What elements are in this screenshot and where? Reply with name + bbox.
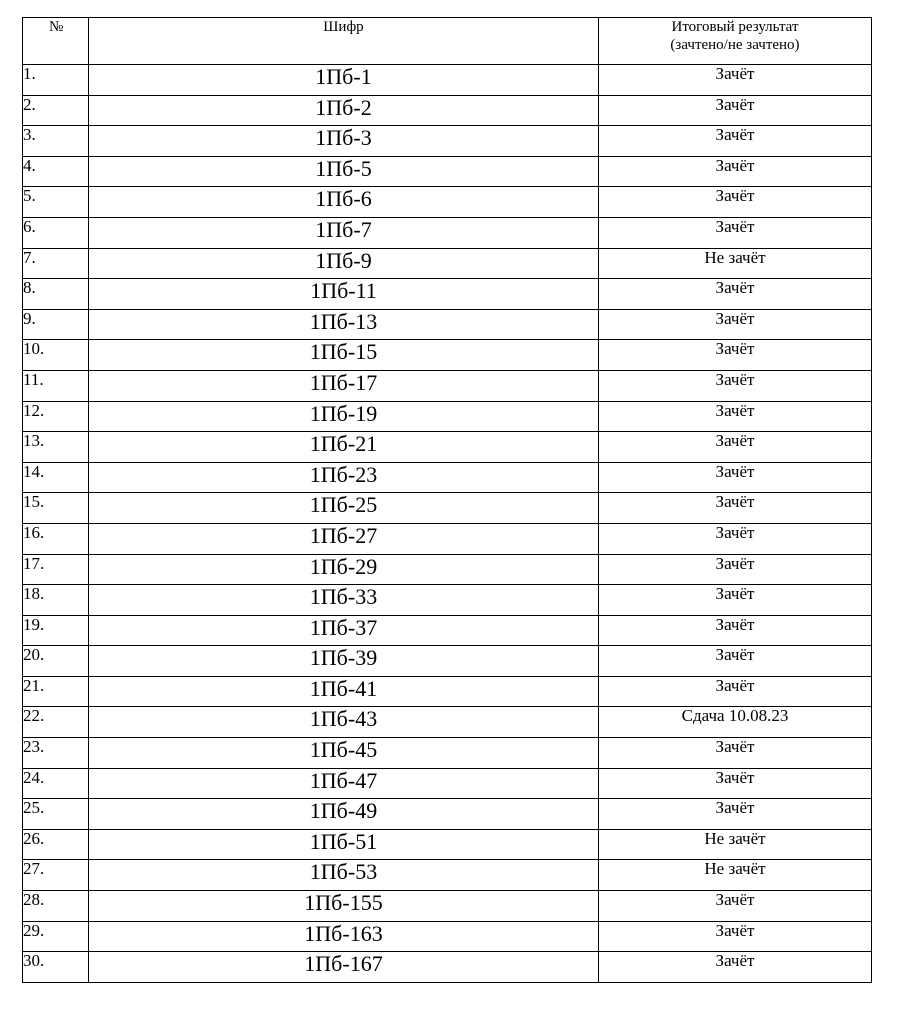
row-result: Зачёт xyxy=(599,523,872,554)
row-number: 28. xyxy=(23,891,89,922)
row-result: Зачёт xyxy=(599,187,872,218)
row-result: Зачёт xyxy=(599,217,872,248)
row-number: 21. xyxy=(23,676,89,707)
row-code: 1Пб-27 xyxy=(89,523,599,554)
row-number: 9. xyxy=(23,309,89,340)
row-number: 2. xyxy=(23,95,89,126)
table-row xyxy=(23,156,872,187)
row-code: 1Пб-49 xyxy=(89,799,599,830)
row-result: Зачёт xyxy=(599,309,872,340)
row-number: 12. xyxy=(23,401,89,432)
row-number: 26. xyxy=(23,829,89,860)
row-result: Зачёт xyxy=(599,370,872,401)
row-result: Зачёт xyxy=(599,432,872,463)
row-code: 1Пб-25 xyxy=(89,493,599,524)
row-code: 1Пб-163 xyxy=(89,921,599,952)
row-result: Зачёт xyxy=(599,462,872,493)
row-result: Зачёт xyxy=(599,585,872,616)
header-code: Шифр xyxy=(89,18,599,65)
row-number: 3. xyxy=(23,126,89,157)
row-result: Зачёт xyxy=(599,401,872,432)
row-number: 23. xyxy=(23,738,89,769)
row-code: 1Пб-41 xyxy=(89,676,599,707)
row-code: 1Пб-1 xyxy=(89,65,599,96)
row-number: 5. xyxy=(23,187,89,218)
table-row xyxy=(23,829,872,860)
row-result: Зачёт xyxy=(599,891,872,922)
row-result: Зачёт xyxy=(599,952,872,983)
row-code: 1Пб-155 xyxy=(89,891,599,922)
row-number: 19. xyxy=(23,615,89,646)
row-code: 1Пб-7 xyxy=(89,217,599,248)
row-code: 1Пб-15 xyxy=(89,340,599,371)
row-result: Зачёт xyxy=(599,676,872,707)
row-result: Зачёт xyxy=(599,340,872,371)
table-row xyxy=(23,462,872,493)
row-code: 1Пб-37 xyxy=(89,615,599,646)
row-result: Зачёт xyxy=(599,554,872,585)
row-number: 22. xyxy=(23,707,89,738)
table-row xyxy=(23,65,872,96)
table-row xyxy=(23,401,872,432)
table-row xyxy=(23,248,872,279)
row-result: Зачёт xyxy=(599,95,872,126)
table-row xyxy=(23,860,872,891)
row-code: 1Пб-17 xyxy=(89,370,599,401)
row-number: 13. xyxy=(23,432,89,463)
row-code: 1Пб-5 xyxy=(89,156,599,187)
row-code: 1Пб-11 xyxy=(89,279,599,310)
row-number: 27. xyxy=(23,860,89,891)
row-code: 1Пб-33 xyxy=(89,585,599,616)
row-code: 1Пб-6 xyxy=(89,187,599,218)
row-code: 1Пб-167 xyxy=(89,952,599,983)
row-number: 10. xyxy=(23,340,89,371)
row-number: 8. xyxy=(23,279,89,310)
header-result xyxy=(599,18,872,65)
row-code: 1Пб-19 xyxy=(89,401,599,432)
table-row xyxy=(23,676,872,707)
row-result: Зачёт xyxy=(599,646,872,677)
table-row xyxy=(23,615,872,646)
header-row xyxy=(23,18,872,65)
table-row xyxy=(23,646,872,677)
row-code: 1Пб-53 xyxy=(89,860,599,891)
row-result: Зачёт xyxy=(599,65,872,96)
row-number: 7. xyxy=(23,248,89,279)
row-result: Зачёт xyxy=(599,615,872,646)
row-result: Зачёт xyxy=(599,921,872,952)
row-number: 17. xyxy=(23,554,89,585)
table-row xyxy=(23,432,872,463)
table-row xyxy=(23,279,872,310)
table-row xyxy=(23,340,872,371)
row-code: 1Пб-39 xyxy=(89,646,599,677)
table-row xyxy=(23,585,872,616)
row-code: 1Пб-9 xyxy=(89,248,599,279)
table-body xyxy=(23,65,872,983)
row-result: Не зачёт xyxy=(599,248,872,279)
row-number: 29. xyxy=(23,921,89,952)
row-code: 1Пб-3 xyxy=(89,126,599,157)
table-row xyxy=(23,768,872,799)
row-code: 1Пб-47 xyxy=(89,768,599,799)
row-number: 20. xyxy=(23,646,89,677)
row-result: Зачёт xyxy=(599,493,872,524)
row-number: 15. xyxy=(23,493,89,524)
row-number: 1. xyxy=(23,65,89,96)
row-number: 14. xyxy=(23,462,89,493)
table-row xyxy=(23,370,872,401)
table-row xyxy=(23,891,872,922)
table-row xyxy=(23,707,872,738)
row-code: 1Пб-21 xyxy=(89,432,599,463)
row-result: Зачёт xyxy=(599,156,872,187)
row-result: Не зачёт xyxy=(599,860,872,891)
row-number: 25. xyxy=(23,799,89,830)
table-row xyxy=(23,309,872,340)
row-code: 1Пб-13 xyxy=(89,309,599,340)
table-row xyxy=(23,187,872,218)
row-code: 1Пб-29 xyxy=(89,554,599,585)
row-code: 1Пб-51 xyxy=(89,829,599,860)
table-row xyxy=(23,493,872,524)
row-result: Зачёт xyxy=(599,768,872,799)
row-result: Зачёт xyxy=(599,799,872,830)
row-number: 11. xyxy=(23,370,89,401)
table-row xyxy=(23,738,872,769)
results-table xyxy=(22,17,872,983)
table-row xyxy=(23,126,872,157)
row-number: 4. xyxy=(23,156,89,187)
header-number: № xyxy=(23,18,89,65)
row-result: Зачёт xyxy=(599,279,872,310)
row-result: Зачёт xyxy=(599,126,872,157)
table-row xyxy=(23,523,872,554)
table-row xyxy=(23,95,872,126)
header-result-line1: Итоговый результат xyxy=(671,19,799,35)
table-row xyxy=(23,799,872,830)
row-result: Не зачёт xyxy=(599,829,872,860)
row-number: 24. xyxy=(23,768,89,799)
row-code: 1Пб-45 xyxy=(89,738,599,769)
table-row xyxy=(23,217,872,248)
row-number: 30. xyxy=(23,952,89,983)
row-number: 18. xyxy=(23,585,89,616)
table-row xyxy=(23,921,872,952)
row-result: Зачёт xyxy=(599,738,872,769)
row-code: 1Пб-43 xyxy=(89,707,599,738)
table-row xyxy=(23,952,872,983)
row-code: 1Пб-2 xyxy=(89,95,599,126)
row-number: 16. xyxy=(23,523,89,554)
row-code: 1Пб-23 xyxy=(89,462,599,493)
table-row xyxy=(23,554,872,585)
row-result: Сдача 10.08.23 xyxy=(599,707,872,738)
row-number: 6. xyxy=(23,217,89,248)
header-result-line2: (зачтено/не зачтено) xyxy=(670,37,800,53)
